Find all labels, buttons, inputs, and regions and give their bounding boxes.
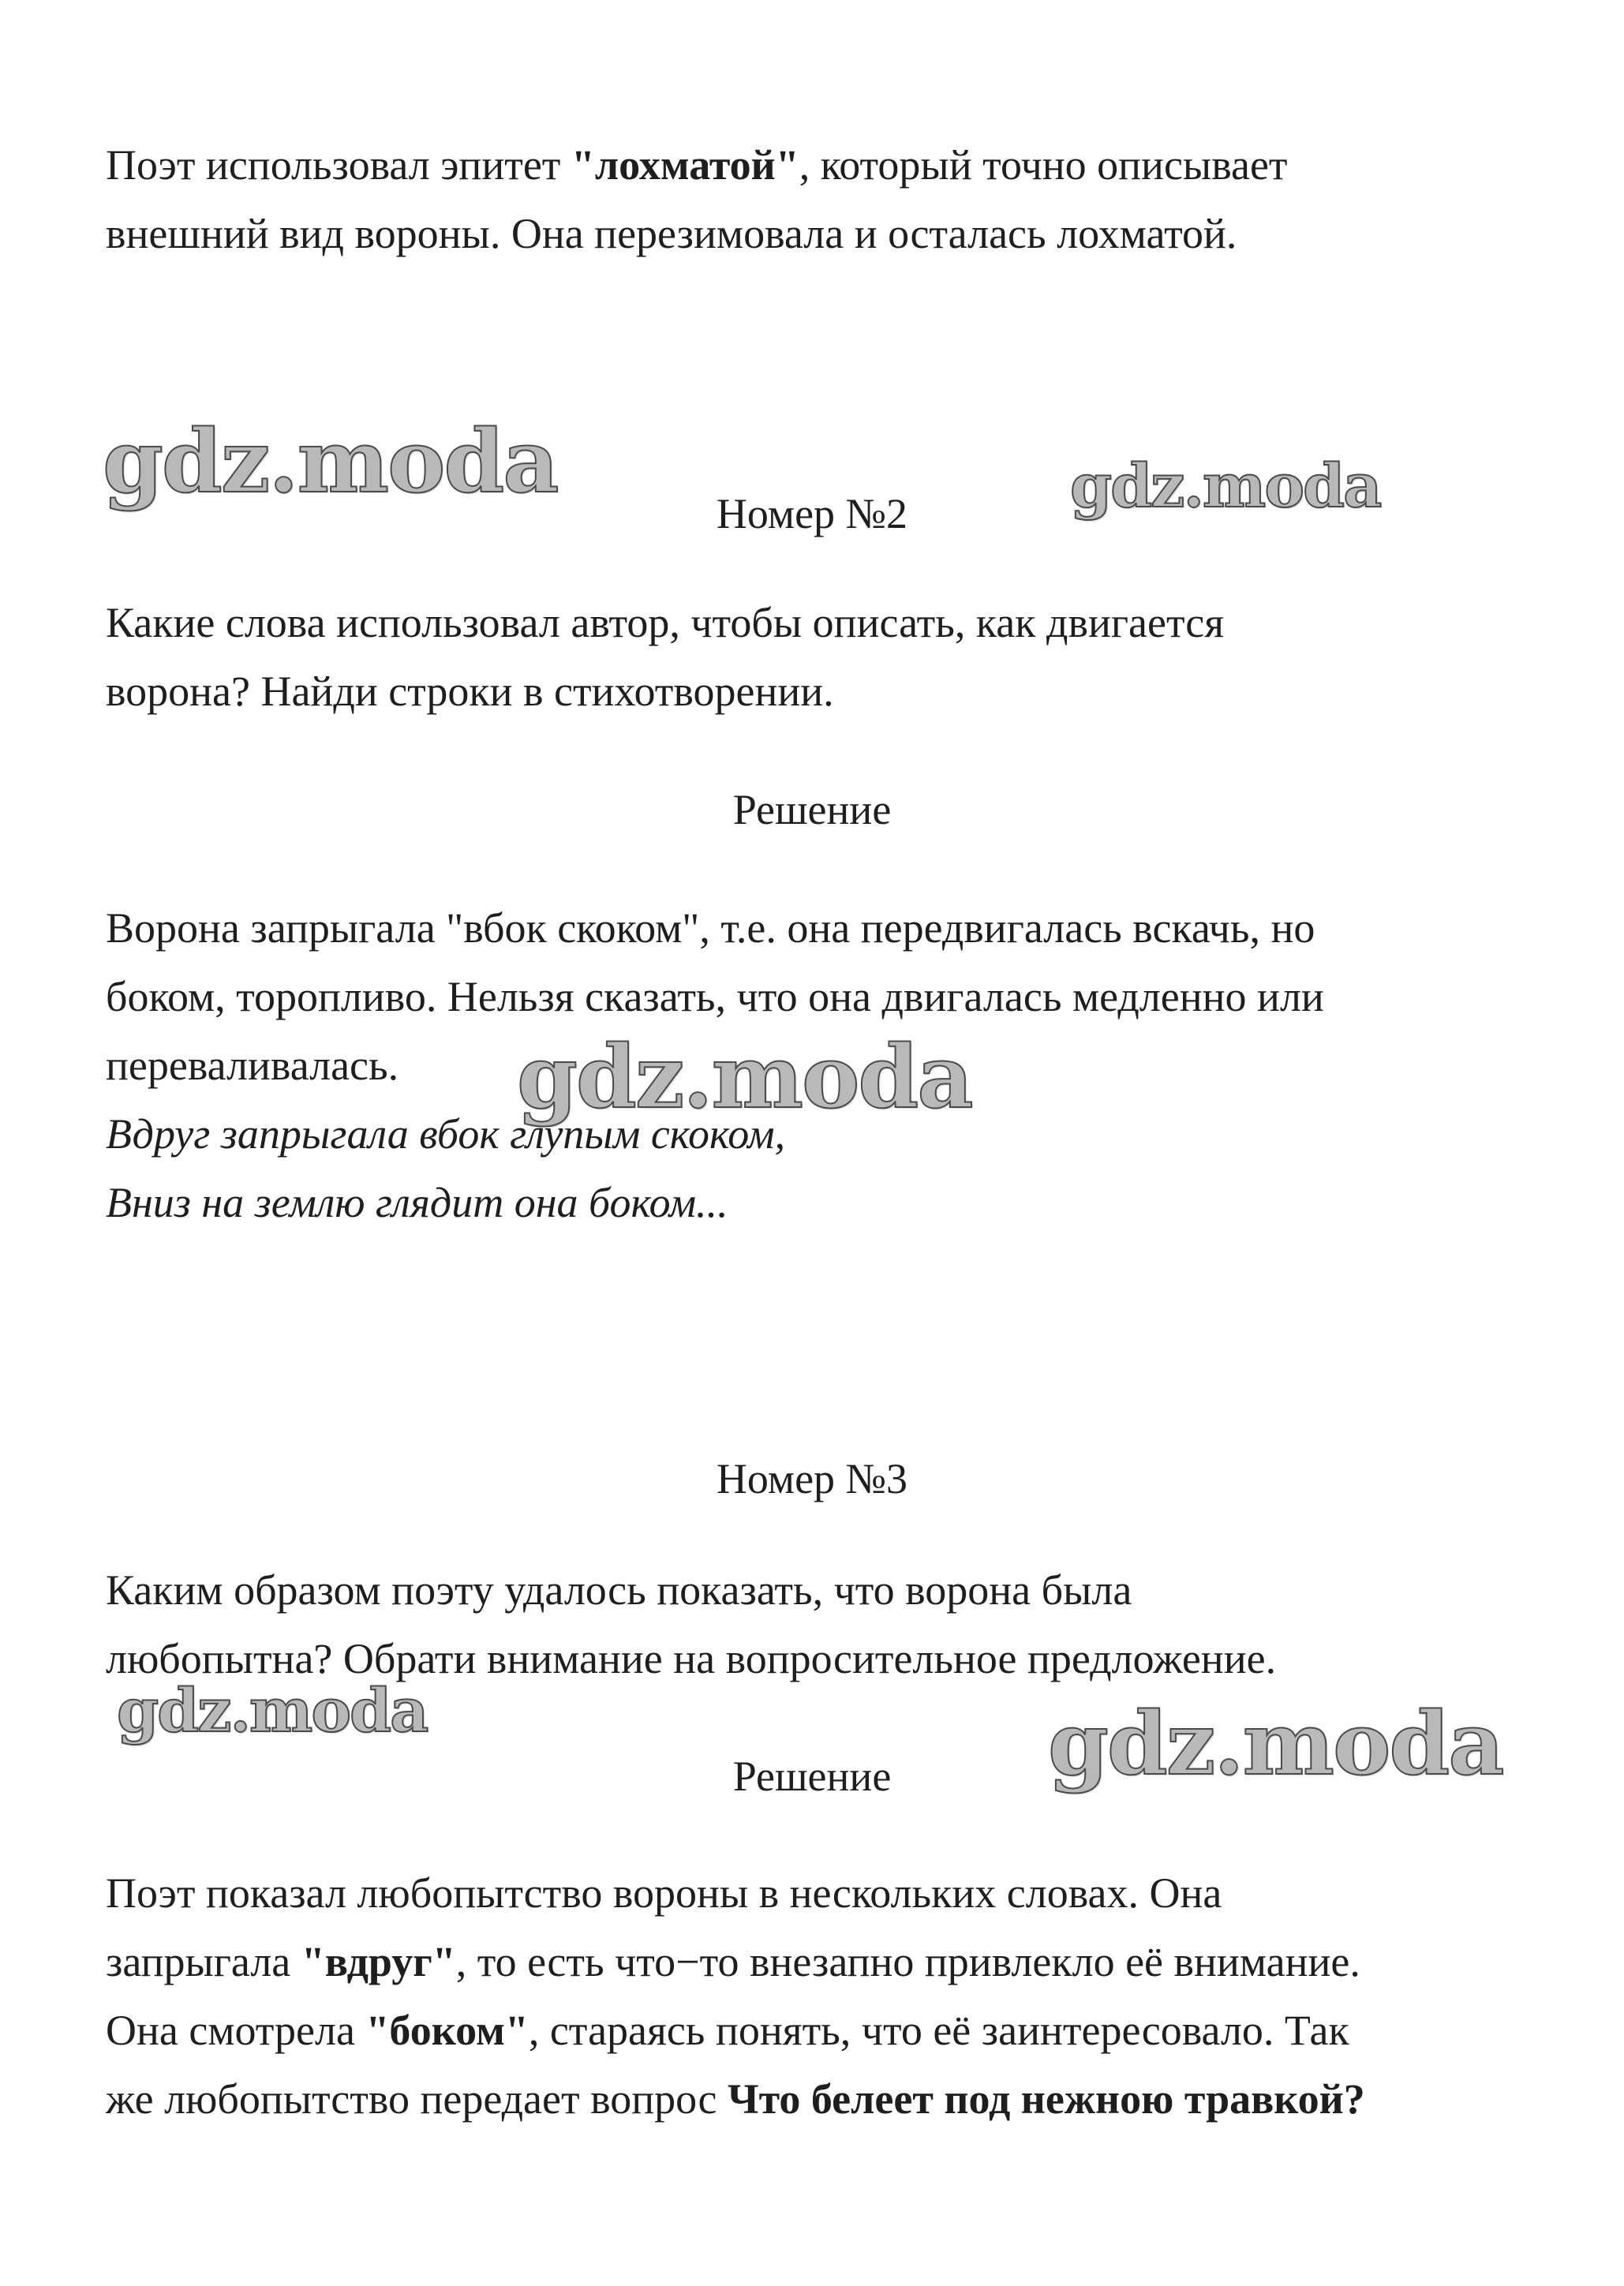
paragraph-line: внешний вид вороны. Она перезимовала и осталась лохматой. (106, 210, 1237, 257)
answer-3 (106, 1859, 1526, 2134)
answer-line: Поэт показал любопытство вороны в нескольких словах. Она (106, 1869, 1222, 1917)
answer-line: Она смотрела "боком", стараясь понять, что её заинтересовало. Так (106, 2007, 1349, 2054)
bold-term: "боком" (365, 2007, 529, 2054)
watermark-logo: gdz.moda (117, 1675, 428, 1745)
quote-line: Вдруг запрыгала вбок глупым скоком, (106, 1110, 786, 1158)
watermark-logo: gdz.moda (103, 410, 558, 512)
section-heading-2: Номер №2 (716, 490, 908, 537)
question-line: любопытна? Обрати внимание на вопросительное предложение. (106, 1635, 1277, 1682)
bold-question: Что белеет под нежною травкой? (727, 2075, 1365, 2123)
answer-line: боком, торопливо. Нельзя сказать, что она двигалась медленно или (106, 973, 1324, 1020)
answer-line: запрыгала "вдруг", то есть что−то внезапно привлекло её внимание. (106, 1938, 1360, 1985)
watermark-logo: gdz.moda (1070, 451, 1381, 521)
answer-line: же любопытство передает вопрос Что белеет под нежною травкой? (106, 2075, 1365, 2123)
question-line: ворона? Найди строки в стихотворении. (106, 668, 834, 715)
solution-heading-2: Решение (732, 786, 892, 833)
question-3 (106, 1556, 1526, 1693)
quote-line: Вниз на землю глядит она боком... (106, 1179, 728, 1226)
paragraph-line: Поэт использовал эпитет "лохматой", который точно описывает (106, 141, 1288, 189)
section-heading-3: Номер №3 (716, 1455, 908, 1502)
question-line: Каким образом поэту удалось показать, что ворона была (106, 1566, 1132, 1614)
question-line: Какие слова использовал автор, чтобы описать, как двигается (106, 599, 1225, 646)
answer-line: переваливалась. (106, 1042, 399, 1089)
watermark-logo: gdz.moda (517, 1026, 972, 1128)
paragraph-epithet (106, 131, 1526, 268)
answer-line: Ворона запрыгала "вбок скоком", т.е. она передвигалась вскачь, но (106, 904, 1315, 952)
question-2 (106, 589, 1526, 726)
bold-term: "вдруг" (301, 1938, 456, 1985)
solution-heading-3: Решение (732, 1753, 892, 1800)
answer-2 (106, 894, 1526, 1237)
bold-term: "лохматой" (571, 141, 799, 189)
watermark-logo: gdz.moda (1048, 1693, 1503, 1794)
